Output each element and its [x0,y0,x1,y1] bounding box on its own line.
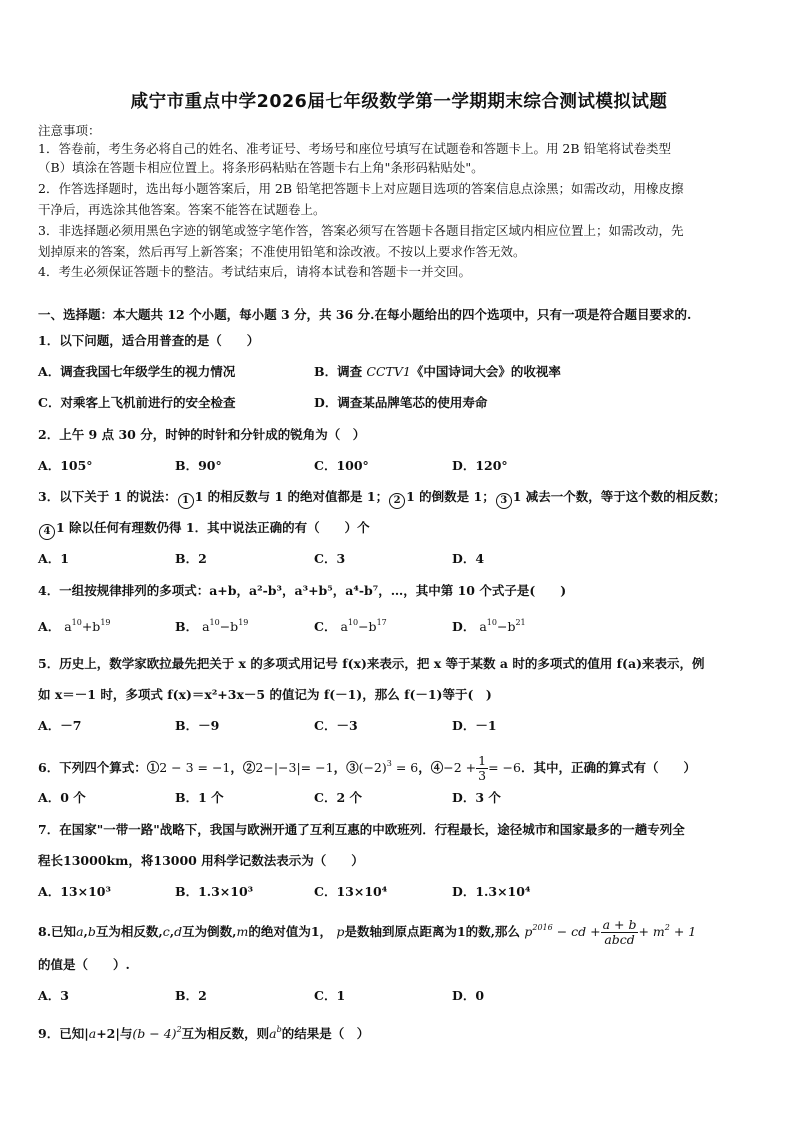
question-6-stem: 6．下列四个算式：①2 − 3 = −1，②2−|−3|= −1，$③(-2)^3 = 6$，④−2 + $\frac{1}{3}$ = −6．其中，正确的算式有（ ） [38,753,696,783]
question-5-option-c: C．－3 [314,718,358,733]
question-8-option-a: A．3 [38,988,69,1003]
question-5-stem-line-1: 5．历史上，数学家欧拉最先把关于 x 的多项式用记号 f(x)来表示，把 x 等于某数 a 时的多项式的值用 f(a)来表示，例 [38,656,705,671]
question-5-stem-line-2: 如 x＝－1 时，多项式 f(x)＝x²+3x－5 的值记为 f(－1)，那么 f(－1)等于( ) [38,687,492,702]
question-7-stem-line-1: 7．在国家"一带一路"战略下，我国与欧洲开通了互利互惠的中欧班列．行程最长，途径城市和国家最多的一趟专列全 [38,822,685,837]
question-8-stem-line-2: 的值是（ ）. [38,957,130,972]
question-6-option-b: B．1 个 [175,790,224,805]
circled-number: 4 [39,524,55,540]
question-2-option-a: A．105° [38,458,93,473]
question-6-option-d: D．3 个 [452,790,501,805]
question-8-option-b: B．2 [175,988,207,1003]
question-2-stem: 2．上午 9 点 30 分，时钟的时针和分针成的锐角为（ ） [38,427,366,442]
question-6-option-a: A．0 个 [38,790,86,805]
fraction: $\frac{a + b}{\text{abcd}}$ [602,917,637,947]
notes-line: 划掉原来的答案，然后再写上新答案；不准使用铅笔和涂改液。不按以上要求作答无效。 [38,244,526,259]
question-2-option-d: D．120° [452,458,508,473]
question-1-option-d: D．调查某品牌笔芯的使用寿命 [314,395,488,410]
question-1-stem: 1．以下问题，适合用普查的是（ ） [38,333,260,348]
circled-number: 2 [389,493,405,509]
question-4-stem: 4．一组按规律排列的多项式：a+b，a²-b³，a³+b⁵，a⁴-b⁷，…，其中第 10 个式子是( ) [38,583,567,598]
question-4-option-a: A． $a^{10}+b^{19}$ [38,618,111,634]
question-7-option-b: B．1.3×10³ [175,884,254,899]
question-8-option-d: D．0 [452,988,485,1003]
circled-number: 1 [178,493,194,509]
section-heading: 一、选择题：本大题共 12 个小题，每小题 3 分，共 36 分.在每小题给出的四个选项中，只有一项是符合题目要求的. [38,307,692,322]
question-7-option-d: D．1.3×10⁴ [452,884,531,899]
page-title: 咸宁市重点中学2026届七年级数学第一学期期末综合测试模拟试题 [130,92,668,112]
question-7-option-a: A．13×10³ [38,884,111,899]
question-3-option-d: D．4 [452,551,485,566]
question-2-option-c: C．100° [314,458,369,473]
notes-line: 1．答卷前，考生务必将自己的姓名、准考证号、考场号和座位号填写在试题卷和答题卡上。用 2B 铅笔将试卷类型 [38,141,672,156]
notes-line: 4．考生必须保证答题卡的整洁。考试结束后，请将本试卷和答题卡一并交回。 [38,264,471,279]
question-3-stem-line-2: 4 1 除以任何有理数仍得 1．其中说法正确的有（ ）个 [38,520,370,540]
question-1-option-c: C．对乘客上飞机前进行的安全检查 [38,395,236,410]
notes-line: 干净后，再选涂其他答案。答案不能答在试题卷上。 [38,202,326,217]
question-3-option-c: C．3 [314,551,346,566]
question-5-option-d: D．－1 [452,718,497,733]
question-5-option-a: A．－7 [38,718,82,733]
question-2-option-b: B．90° [175,458,222,473]
question-1-option-b: B．调查 CCTV1《中国诗词大会》的收视率 [314,364,561,379]
question-7-stem-line-2: 程长13000km，将13000 用科学记数法表示为（ ） [38,853,364,868]
question-3-stem-line-1: 3．以下关于 1 的说法： 1 1 的相反数与 1 的绝对值都是 1； 2 1 的倒数是 1； 3 1 减去一个数，等于这个数的相反数； [38,489,726,509]
question-4-option-b: B． $a^{10}-b^{19}$ [175,618,249,634]
question-7-option-c: C．13×10⁴ [314,884,388,899]
question-8-stem-line-1: 8.已知a,b互为相反数,c,d互为倒数,m的绝对值为1， p是数轴到原点距离为1的数,那么 $p^{2016}$ − cd + $\frac{a + b}{\text{abcd}}$ + $m^2 + 1$ [38,917,697,947]
notes-line: 2．作答选择题时，选出每小题答案后，用 2B 铅笔把答题卡上对应题目选项的答案信息点涂黑；如需改动，用橡皮擦 [38,181,684,196]
question-8-option-c: C．1 [314,988,346,1003]
question-1-option-a: A．调查我国七年级学生的视力情况 [38,364,236,379]
circled-number: 3 [496,493,512,509]
question-9-stem: 9．已知|a+2|与$(b - 4)^2$互为相反数，则$a^b$的结果是（ ） [38,1025,370,1041]
notes-heading: 注意事项： [38,123,101,138]
notes-line: （B）填涂在答题卡相应位置上。将条形码粘贴在答题卡右上角"条形码粘贴处"。 [38,160,484,175]
fraction: $\frac{1}{3}$ [478,753,487,783]
question-3-option-b: B．2 [175,551,207,566]
question-3-option-a: A．1 [38,551,69,566]
question-5-option-b: B．－9 [175,718,220,733]
question-4-option-c: C． $a^{10}-b^{17}$ [314,618,387,634]
question-6-option-c: C．2 个 [314,790,362,805]
notes-line: 3．非选择题必须用黑色字迹的钢笔或签字笔作答，答案必须写在答题卡各题目指定区域内相应位置上；如需改动，先 [38,223,684,238]
question-4-option-d: D． $a^{10}-b^{21}$ [452,618,526,634]
